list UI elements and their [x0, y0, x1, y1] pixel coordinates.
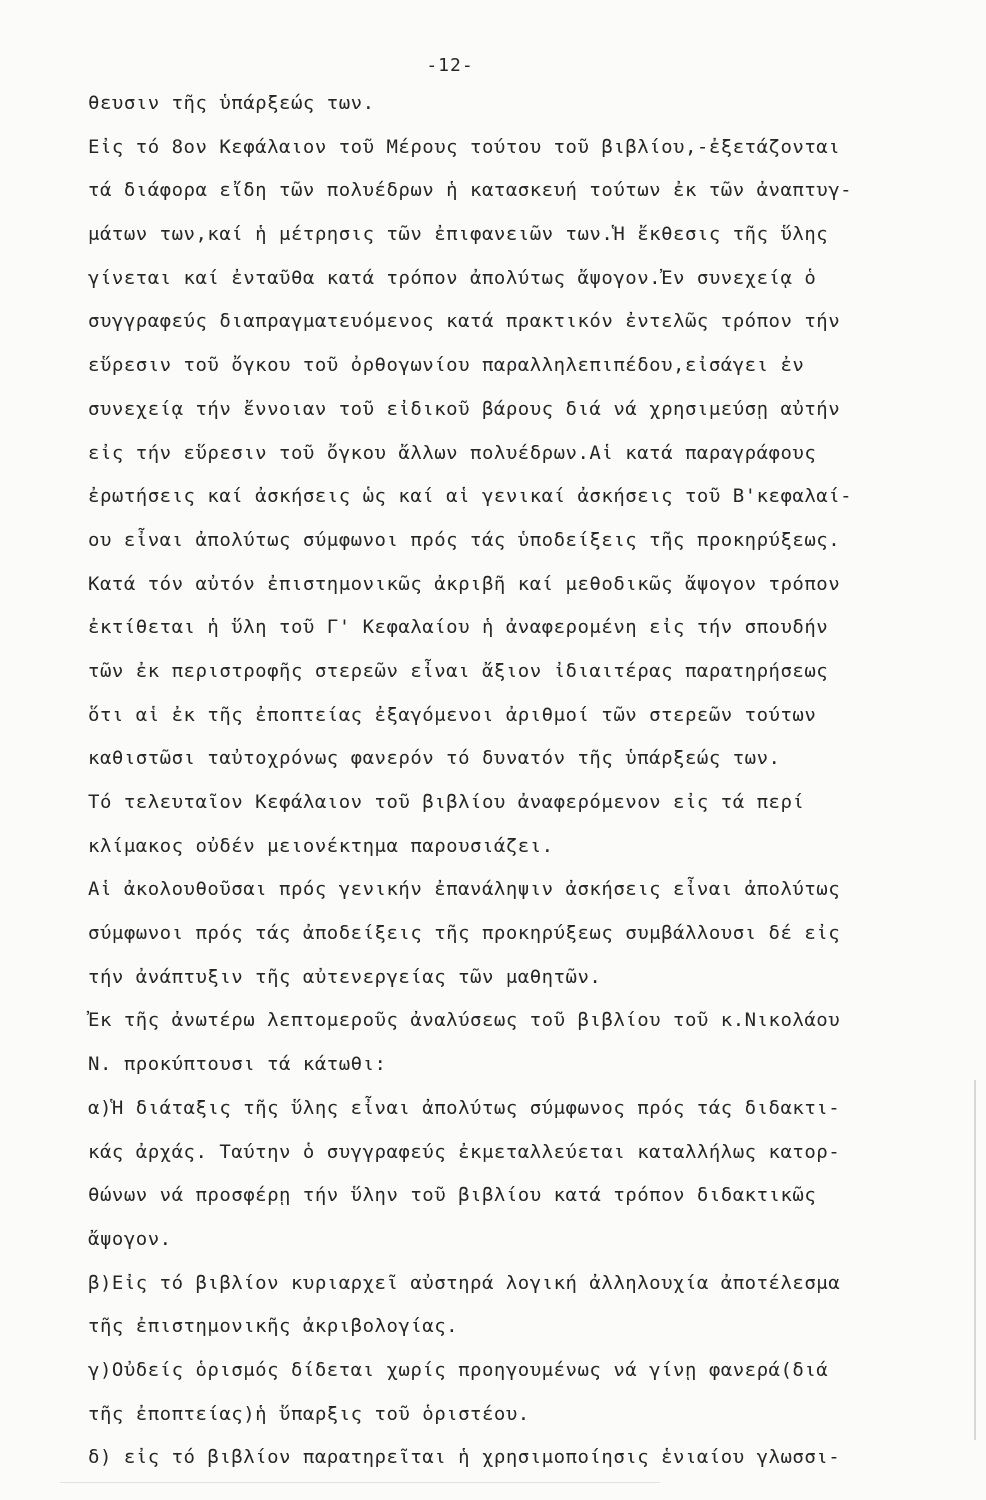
text-line: δ) εἰς τό βιβλίον παρατηρεῖται ἡ χρησιμοποίησις ἑνιαίου γλωσσι- [88, 1446, 841, 1469]
text-line: εὕρεσιν τοῦ ὄγκου τοῦ ὀρθογωνίου παραλληλεπιπέδου,εἰσάγει ἐν [88, 354, 805, 377]
text-line: θώνων νά προσφέρῃ τήν ὕλην τοῦ βιβλίου κατά τρόπον διδακτικῶς [88, 1184, 817, 1207]
text-line: γ)Οὐδείς ὁρισμός δίδεται χωρίς προηγουμένως νά γίνῃ φανερά(διά [88, 1358, 829, 1381]
text-line: Ν. προκύπτουσι τά κάτωθι: [88, 1053, 387, 1076]
text-line: κλίμακος οὐδέν μειονέκτημα παρουσιάζει. [88, 834, 554, 857]
text-line: ἄψογον. [88, 1227, 172, 1250]
text-line: Κατά τόν αὐτόν ἐπιστημονικῶς ἀκριβῆ καί μεθοδικῶς ἄψογον τρόπον [88, 572, 841, 595]
text-line: ὅτι αἱ ἐκ τῆς ἐποπτείας ἐξαγόμενοι ἀριθμοί τῶν στερεῶν τούτων [88, 703, 817, 726]
bottom-scan-mark [60, 1482, 660, 1483]
text-line: Ἐκ τῆς ἀνωτέρω λεπτομεροῦς ἀναλύσεως τοῦ βιβλίου τοῦ κ.Νικολάου [88, 1009, 841, 1032]
text-line: συγγραφεύς διαπραγματευόμενος κατά πρακτικόν ἐντελῶς τρόπον τήν [88, 310, 841, 333]
text-line: καθιστῶσι ταὐτοχρόνως φανερόν τό δυνατόν τῆς ὑπάρξεώς των. [88, 747, 781, 770]
text-line: τῆς ἐπιστημονικῆς ἀκριβολογίας. [88, 1315, 459, 1338]
text-line: σύμφωνοι πρός τάς ἀποδείξεις τῆς προκηρύξεως συμβάλλουσι δέ εἰς [88, 922, 841, 945]
text-line: τήν ἀνάπτυξιν τῆς αὐτενεργείας τῶν μαθητῶν. [88, 965, 602, 988]
text-line: εἰς τήν εὕρεσιν τοῦ ὄγκου ἄλλων πολυέδρων.Αἱ κατά παραγράφους [88, 441, 817, 464]
text-line: θευσιν τῆς ὑπάρξεώς των. [88, 92, 375, 114]
text-line: γίνεται καί ἐνταῦθα κατά τρόπον ἀπολύτως ἄψογον.Ἐν συνεχείᾳ ὁ [88, 266, 817, 289]
text-line: συνεχείᾳ τήν ἔννοιαν τοῦ εἰδικοῦ βάρους διά νά χρησιμεύσῃ αὐτήν [88, 397, 841, 420]
page-edge-shadow [974, 1080, 976, 1440]
text-line: ου εἶναι ἀπολύτως σύμφωνοι πρός τάς ὑποδείξεις τῆς προκηρύξεως. [88, 528, 841, 551]
text-line: β)Εἰς τό βιβλίον κυριαρχεῖ αὐστηρά λογική ἀλληλουχία ἀποτέλεσμα [88, 1271, 841, 1294]
text-line: α)Ἡ διάταξις τῆς ὕλης εἶναι ἀπολύτως σύμφωνος πρός τάς διδακτι- [88, 1096, 841, 1119]
text-line: ἐρωτήσεις καί ἀσκήσεις ὡς καί αἱ γενικαί ἀσκήσεις τοῦ Β'κεφαλαί- [88, 485, 853, 508]
text-line: τά διάφορα εἴδη τῶν πολυέδρων ἡ κατασκευή τούτων ἐκ τῶν ἀναπτυγ- [88, 179, 853, 202]
text-line: τῆς ἐποπτείας)ἡ ὕπαρξις τοῦ ὁριστέου. [88, 1402, 530, 1425]
text-line: μάτων των,καί ἡ μέτρησις τῶν ἐπιφανειῶν των.Ἡ ἔκθεσις τῆς ὕλης [88, 223, 829, 246]
text-line: Τό τελευταῖον Κεφάλαιον τοῦ βιβλίου ἀναφερόμενον εἰς τά περί [88, 791, 805, 813]
body-text [88, 82, 958, 1480]
text-line: Εἰς τό 8ον Κεφάλαιον τοῦ Μέρους τούτου τοῦ βιβλίου,-ἐξετάζονται [88, 135, 841, 158]
text-line: κάς ἀρχάς. Ταύτην ὁ συγγραφεύς ἐκμεταλλεύεται καταλλήλως κατορ- [88, 1140, 841, 1163]
text-line: ἐκτίθεται ἡ ὕλη τοῦ Γ' Κεφαλαίου ἡ ἀναφερομένη εἰς τήν σπουδήν [88, 616, 829, 639]
page-number: -12- [426, 55, 474, 76]
text-line: τῶν ἐκ περιστροφῆς στερεῶν εἶναι ἄξιον ἰδιαιτέρας παρατηρήσεως [88, 659, 829, 682]
text-line: Αἱ ἀκολουθοῦσαι πρός γενικήν ἐπανάληψιν ἀσκήσεις εἶναι ἀπολύτως [88, 878, 841, 901]
